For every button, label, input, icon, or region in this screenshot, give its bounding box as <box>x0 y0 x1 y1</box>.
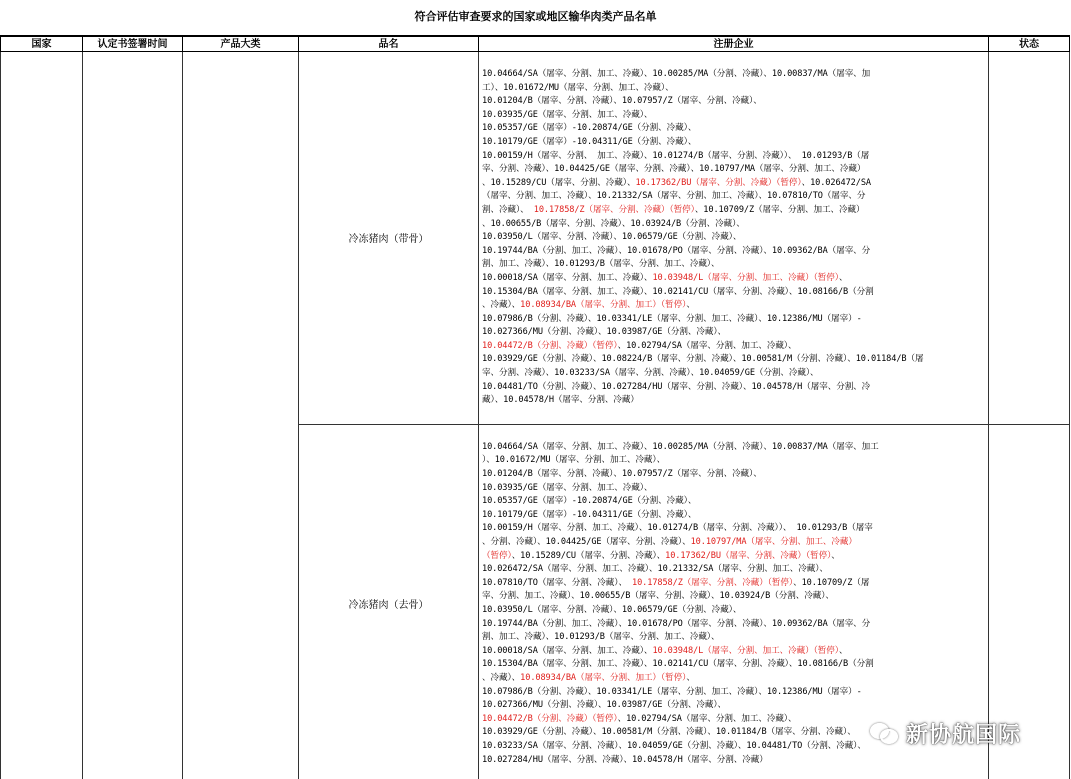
suspended-enterprise-text: 10.17858/Z（屠宰、分割、冷藏）（暂停） <box>533 204 695 215</box>
product-list-sheet <box>0 35 1071 779</box>
enterprise-text: 10.19744/BA（分割、加工、冷藏）、10.01678/PO（屠宰、分割、冷藏）、10.09362/BA（屠宰、分 <box>482 618 871 629</box>
suspended-enterprise-text: 10.04472/B（分割、冷藏）（暂停） <box>482 340 618 351</box>
enterprise-line <box>482 509 985 523</box>
enterprise-line <box>482 68 985 82</box>
enterprise-line <box>482 95 985 109</box>
product-table <box>0 35 1070 779</box>
enterprise-line <box>482 563 985 577</box>
enterprise-line <box>482 272 985 286</box>
enterprise-line <box>482 340 985 354</box>
enterprise-line <box>482 550 985 564</box>
enterprise-line <box>482 441 985 455</box>
enterprise-text: 宰、分割、冷藏）、10.03233/SA（屠宰、分割、冷藏）、10.04059/GE（分割、冷藏）、 <box>482 368 819 379</box>
enterprise-line <box>482 645 985 659</box>
enterprise-text: 宰、分割、冷藏）、10.04425/GE（屠宰、分割、冷藏）、10.10797/MA（屠宰、分割、加工、冷藏） <box>482 164 866 175</box>
enterprise-text: 10.15304/BA（屠宰、分割、加工、冷藏）、10.02141/CU（屠宰、分割、冷藏）、10.08166/B（分割 <box>482 659 874 670</box>
enterprise-text: 、 <box>838 272 848 283</box>
enterprise-line <box>482 245 985 259</box>
enterprise-text: 工）、10.01672/MU（屠宰、分割、加工、冷藏）、 <box>482 82 674 93</box>
enterprise-text: 、 <box>686 300 695 311</box>
enterprise-text: 10.03935/GE（屠宰、分割、加工、冷藏）、 <box>482 109 653 120</box>
enterprise-line <box>482 631 985 645</box>
product-category-cell <box>183 52 299 779</box>
enterprise-line <box>482 353 985 367</box>
enterprise-line <box>482 204 985 218</box>
enterprise-text: 10.027366/MU（分割、冷藏）、10.03987/GE（分割、冷藏）、 <box>482 327 727 338</box>
enterprise-text: 10.10179/GE（屠宰）-10.04311/GE（分割、冷藏）、 <box>482 509 697 520</box>
enterprise-text: 10.07810/TO（屠宰、分割、冷藏）、 <box>482 577 633 588</box>
column-header-product-category: 产品大类 <box>183 36 299 52</box>
enterprise-text: 10.19744/BA（分割、加工、冷藏）、10.01678/PO（屠宰、分割、冷藏）、10.09362/BA（屠宰、分 <box>482 245 871 256</box>
enterprise-text: 10.00018/SA（屠宰、分割、加工、冷藏）、 <box>482 645 653 656</box>
enterprise-line <box>482 699 985 713</box>
enterprise-text: 、10.00655/B（屠宰、分割、冷藏）、10.03924/B（分割、冷藏）、 <box>482 218 745 229</box>
column-header-product-name: 品名 <box>299 36 479 52</box>
enterprise-text: 10.03233/SA（屠宰、分割、冷藏）、10.04059/GE（分割、冷藏）、10.04481/TO（分割、冷藏）、 <box>482 740 866 751</box>
enterprise-text: 10.00018/SA（屠宰、分割、加工、冷藏）、 <box>482 272 653 283</box>
table-row <box>1 52 1070 425</box>
enterprise-text: 10.03929/GE（分割、冷藏）、10.00581/M（分割、冷藏）、10.01184/B（屠宰、分割、冷藏）、 <box>482 727 856 738</box>
column-header-country: 国家 <box>1 36 83 52</box>
enterprise-text: 10.00159/H（屠宰、分割、加工、冷藏）、10.01274/B（屠宰、分割、冷藏））、 10.01293/B（屠宰 <box>482 523 873 534</box>
enterprise-text: 10.03950/L（屠宰、分割、冷藏）、10.06579/GE（分割、冷藏）、 <box>482 232 742 243</box>
country-cell <box>1 52 83 779</box>
enterprise-text: 10.00159/H（屠宰、分割、 加工、冷藏）、10.01274/B（屠宰、分割、冷藏））、 10.01293/B（屠 <box>482 150 870 161</box>
enterprise-line <box>482 136 985 150</box>
enterprise-text: 10.03935/GE（屠宰、分割、加工、冷藏）、 <box>482 482 653 493</box>
enterprise-line <box>482 482 985 496</box>
enterprise-text: 、冷藏）、 <box>482 672 521 683</box>
enterprise-line <box>482 577 985 591</box>
suspended-enterprise-text: 10.03948/L（屠宰、分割、加工、冷藏）（暂停） <box>652 272 839 283</box>
enterprise-line <box>482 522 985 536</box>
enterprise-text: 割、冷藏）、 <box>482 204 534 215</box>
enterprise-text: 10.07986/B（分割、冷藏）、10.03341/LE（屠宰、分割、加工、冷藏）、10.12386/MU（屠宰）- <box>482 686 862 697</box>
enterprise-text: 、冷藏）、 <box>482 300 521 311</box>
enterprise-line <box>482 381 985 395</box>
enterprise-text: 、10.15289/CU（屠宰、分割、冷藏）、 <box>482 177 636 188</box>
enterprise-line <box>482 754 985 768</box>
enterprise-line <box>482 604 985 618</box>
enterprise-text: 、10.10709/Z（屠 <box>793 577 870 588</box>
enterprise-text: 10.10179/GE（屠宰）-10.04311/GE（分割、冷藏）、 <box>482 136 697 147</box>
enterprise-text: 10.03950/L（屠宰、分割、冷藏）、10.06579/GE（分割、冷藏）、 <box>482 604 742 615</box>
enterprise-line <box>482 258 985 272</box>
suspended-enterprise-text: 10.08934/BA（屠宰、分割、加工）（暂停） <box>520 300 687 311</box>
suspended-enterprise-text: 10.10797/MA（屠宰、分割、加工、冷藏） <box>690 537 857 547</box>
enterprise-text: 10.03929/GE（分割、冷藏）、10.08224/B（屠宰、分割、冷藏）、10.00581/M（分割、冷藏）、10.01184/B（屠 <box>482 354 924 365</box>
enterprise-text: 、10.10709/Z（屠宰、分割、加工、冷藏） <box>694 204 865 215</box>
enterprise-text: （屠宰、分割、加工、冷藏）、10.21332/SA（屠宰、分割、加工、冷藏）、10.07810/TO（屠宰、分 <box>482 191 866 202</box>
enterprise-text: 宰、分割、加工、冷藏）、10.00655/B（屠宰、分割、冷藏）、10.03924/B（分割、冷藏）、 <box>482 591 834 602</box>
wechat-logo-icon <box>870 721 900 745</box>
enterprise-cell <box>479 52 989 425</box>
enterprise-text: 10.04481/TO（分割、冷藏）、10.027284/HU（屠宰、分割、冷藏）、10.04578/H（屠宰、分割、冷 <box>482 381 871 392</box>
watermark-text: 新协航国际 <box>906 722 1022 748</box>
enterprise-text: 10.01204/B（屠宰、分割、冷藏）、10.07957/Z（屠宰、分割、冷藏）、 <box>482 96 762 107</box>
enterprise-text: 10.027366/MU（分割、冷藏）、10.03987/GE（分割、冷藏）、 <box>482 700 727 711</box>
enterprise-line <box>482 618 985 632</box>
enterprise-text: 割、加工、冷藏）、10.01293/B（屠宰、分割、加工、冷藏）、 <box>482 632 720 643</box>
enterprise-line <box>482 658 985 672</box>
enterprise-text: 藏）、10.04578/H（屠宰、分割、冷藏） <box>482 395 639 406</box>
enterprise-line <box>482 367 985 381</box>
suspended-enterprise-text: 10.17362/BU（屠宰、分割、冷藏）（暂停） <box>665 550 832 561</box>
enterprise-line <box>482 326 985 340</box>
enterprise-text: 、 <box>686 672 695 683</box>
enterprise-text: 10.15304/BA（屠宰、分割、加工、冷藏）、10.02141/CU（屠宰、分割、冷藏）、10.08166/B（分割 <box>482 286 874 297</box>
table-title: 符合评估审查要求的国家或地区输华肉类产品名单 <box>414 10 657 23</box>
enterprise-line <box>482 150 985 164</box>
watermark <box>870 716 1021 750</box>
suspended-enterprise-text: 10.08934/BA（屠宰、分割、加工）（暂停） <box>520 672 687 683</box>
enterprise-line <box>482 536 985 550</box>
product-name-cell: 冷冻猪肉（带骨） <box>299 52 479 425</box>
enterprise-line <box>482 286 985 300</box>
suspended-enterprise-text: 10.17858/Z（屠宰、分割、冷藏）（暂停） <box>632 577 794 588</box>
enterprise-text: 10.026472/SA（屠宰、分割、加工、冷藏）、10.21332/SA（屠宰、分割、加工、冷藏）、 <box>482 564 828 575</box>
enterprise-text: 割、加工、冷藏）、10.01293/B（屠宰、分割、加工、冷藏）、 <box>482 259 720 270</box>
column-header-signing-date: 认定书签署时间 <box>83 36 183 52</box>
enterprise-line <box>482 190 985 204</box>
enterprise-text: ）、10.01672/MU（屠宰、分割、加工、冷藏）、 <box>482 455 666 466</box>
enterprise-line <box>482 109 985 123</box>
enterprise-line <box>482 163 985 177</box>
enterprise-line <box>482 686 985 700</box>
enterprise-line <box>482 231 985 245</box>
enterprise-line <box>482 218 985 232</box>
enterprise-line <box>482 122 985 136</box>
enterprise-text: 10.04664/SA（屠宰、分割、加工、冷藏）、10.00285/MA（分割、冷藏）、10.00837/MA（屠宰、加 <box>482 69 871 79</box>
enterprise-text: 、 <box>838 645 848 656</box>
signing-date-cell <box>83 52 183 779</box>
enterprise-text: 、 <box>831 550 840 561</box>
suspended-enterprise-text: （暂停） <box>482 550 512 561</box>
enterprise-text: 10.027284/HU（屠宰、分割、冷藏）、10.04578/H（屠宰、分割、冷藏） <box>482 754 768 765</box>
enterprise-line <box>482 82 985 96</box>
column-header-status: 状态 <box>989 36 1070 52</box>
column-header-registered-enterprises: 注册企业 <box>479 36 989 52</box>
enterprise-text: 10.01204/B（屠宰、分割、冷藏）、10.07957/Z（屠宰、分割、冷藏）、 <box>482 469 762 480</box>
enterprise-line <box>482 394 985 408</box>
enterprise-text: 、10.15289/CU（屠宰、分割、冷藏）、 <box>511 550 666 561</box>
enterprise-text: 、10.026472/SA <box>801 177 871 188</box>
enterprise-line <box>482 177 985 191</box>
enterprise-text: 、分割、冷藏）、10.04425/GE（屠宰、分割、冷藏）、 <box>482 537 691 547</box>
enterprise-line <box>482 672 985 686</box>
enterprise-text: 10.07986/B（分割、冷藏）、10.03341/LE（屠宰、分割、加工、冷藏）、10.12386/MU（屠宰）- <box>482 313 862 324</box>
enterprise-line <box>482 590 985 604</box>
suspended-enterprise-text: 10.17362/BU（屠宰、分割、冷藏）（暂停） <box>635 177 802 188</box>
enterprise-text: 、10.02794/SA（屠宰、分割、加工、冷藏）、 <box>617 713 797 724</box>
enterprise-text: 10.04664/SA（屠宰、分割、加工、冷藏）、10.00285/MA（分割、冷藏）、10.00837/MA（屠宰、加工 <box>482 441 879 452</box>
status-cell <box>989 52 1070 425</box>
enterprise-line <box>482 495 985 509</box>
enterprise-line <box>482 299 985 313</box>
suspended-enterprise-text: 10.03948/L（屠宰、分割、加工、冷藏）（暂停） <box>652 645 839 656</box>
suspended-enterprise-text: 10.04472/B（分割、冷藏）（暂停） <box>482 713 618 724</box>
product-name-cell: 冷冻猪肉（去骨） <box>299 424 479 779</box>
header-row <box>1 36 1070 52</box>
enterprise-line <box>482 454 985 468</box>
enterprise-text: 、10.02794/SA（屠宰、分割、加工、冷藏）、 <box>617 340 797 351</box>
enterprise-text: 10.05357/GE（屠宰）-10.20874/GE（分割、冷藏）、 <box>482 496 697 507</box>
enterprise-line <box>482 468 985 482</box>
enterprise-text: 10.05357/GE（屠宰）-10.20874/GE（分割、冷藏）、 <box>482 123 697 134</box>
enterprise-line <box>482 313 985 327</box>
